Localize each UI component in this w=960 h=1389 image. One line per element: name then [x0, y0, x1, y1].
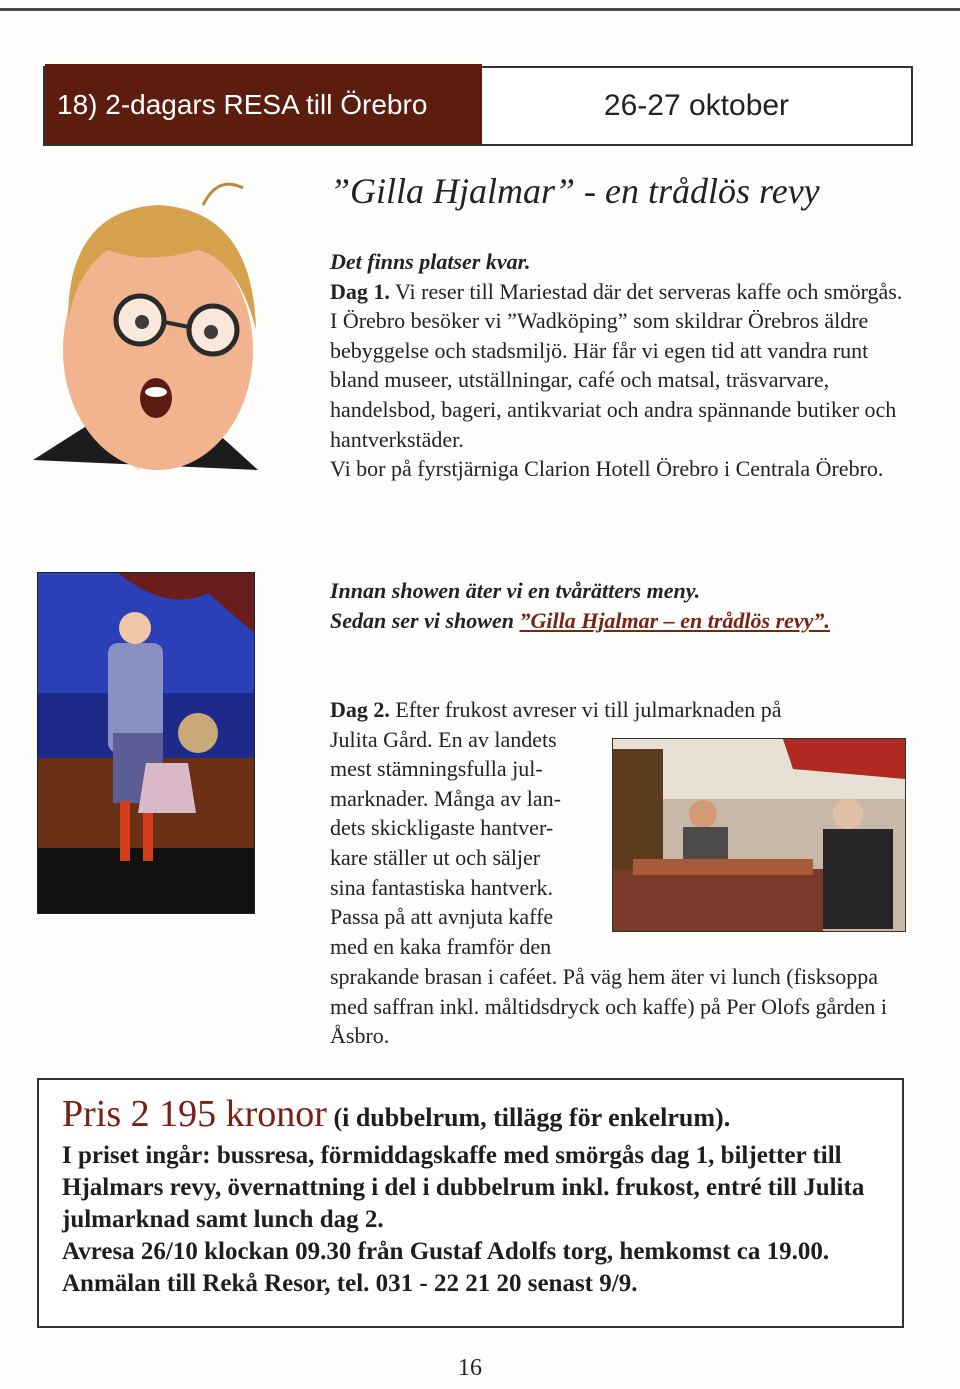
- day2-label: Dag 2.: [330, 697, 390, 722]
- trip-header: [43, 66, 913, 146]
- day2-line: med en kaka framför den: [330, 933, 552, 959]
- show-info: [330, 576, 890, 635]
- show-line: [330, 606, 890, 636]
- price-amount: Pris 2 195 kronor: [62, 1093, 327, 1135]
- show-dinner-line: Innan showen äter vi en tvårätters meny.: [330, 578, 701, 603]
- day2-first-line: [330, 695, 890, 725]
- show-line-prefix: Sedan ser vi showen: [330, 607, 520, 633]
- day2-line: sina fantastiska hantverk.: [330, 874, 553, 900]
- day2-line: marknader. Många av lan-: [330, 785, 561, 811]
- day2-line: Passa på att avnjuta kaffe: [330, 904, 554, 930]
- day2-line: dets skickligaste hantver-: [330, 815, 554, 841]
- price-note: (i dubbelrum, tillägg för enkelrum).: [326, 1103, 731, 1132]
- performer-portrait-image: [28, 170, 278, 510]
- hotel-paragraph: Vi bor på fyrstjärniga Clarion Hotell Örebro i Centrala Örebro.: [330, 456, 884, 482]
- stage-photo: [37, 572, 255, 914]
- page-number: 16: [458, 1355, 482, 1381]
- day1-paragraph: [330, 277, 910, 455]
- trip-label: 18) 2-dagars RESA till Örebro: [45, 66, 482, 144]
- show-link[interactable]: ”Gilla Hjalmar – en trådlös revy”.: [519, 607, 830, 633]
- price-includes: I priset ingår: bussresa, förmiddagskaffe med smörgås dag 1, biljetter till Hjalmars revy, övernattning i del i dubbelrum inkl. frukost, entré till Julita julmarknad samt lunch dag 2.: [62, 1142, 865, 1233]
- day1-section: [330, 247, 910, 484]
- day2-continued: sprakande brasan i caféet. På väg hem äter vi lunch (fisksoppa med saffran inkl. måltidsdryck och kaffe) på Per Olofs gården i Åsbro.: [330, 964, 887, 1049]
- day1-text: Vi reser till Mariestad där det serveras kaffe och smörgås. I Örebro besöker vi ”Wadköping” som skildrar Örebros äldre bebyggelse och stadsmiljö. Här får vi egen tid att vandra runt bland museer, utställningar, café och matsal, träsvarvare, handelsbod, bageri, antikvariat och andra spännande butiker och hantverkstäder.: [330, 278, 903, 452]
- day2-line: mest stämningsfulla jul-: [330, 756, 543, 782]
- day2-first-text: Efter frukost avreser vi till julmarknaden på: [389, 697, 782, 722]
- day2-section: [330, 695, 890, 961]
- price-line: [62, 1092, 730, 1136]
- departure-info: Avresa 26/10 klockan 09.30 från Gustaf Adolfs torg, hemkomst ca 19.00. Anmälan till Rekå Resor, tel. 031 - 22 21 20 senast 9/9.: [62, 1238, 830, 1297]
- trip-dates: 26-27 oktober: [603, 89, 790, 122]
- show-title: ”Gilla Hjalmar” - en trådlös revy: [330, 171, 820, 211]
- day2-line: Julita Gård. En av landets: [330, 726, 557, 752]
- availability-note: Det finns platser kvar.: [330, 249, 531, 274]
- top-rule: [0, 8, 960, 11]
- price-details: [62, 1140, 882, 1300]
- day1-label: Dag 1.: [330, 278, 390, 304]
- price-box: [37, 1078, 904, 1328]
- day2-line: kare ställer ut och säljer: [330, 844, 541, 870]
